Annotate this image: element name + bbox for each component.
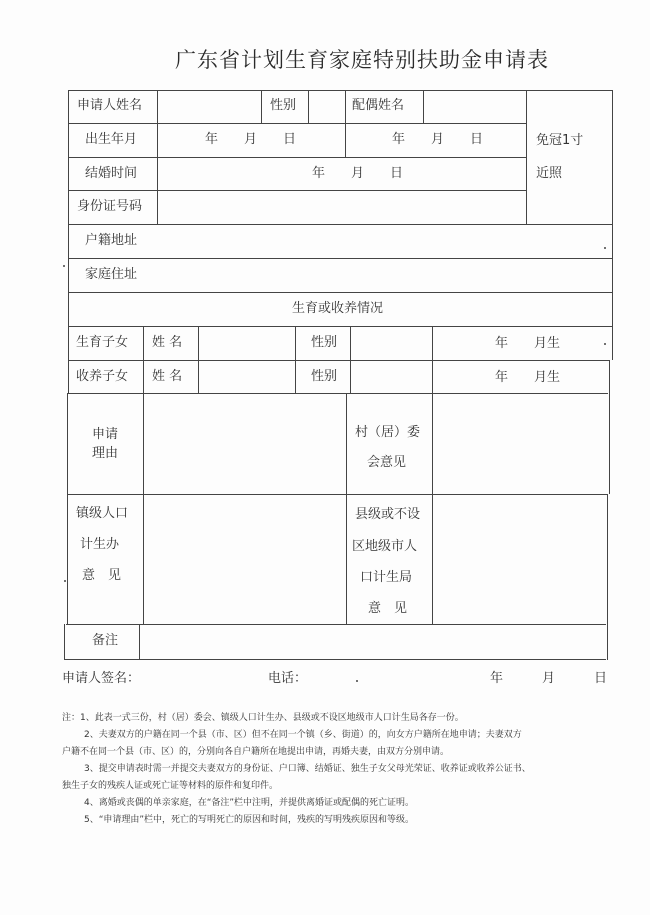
town-opinion-field[interactable]	[144, 495, 345, 623]
adopt-child-gender-field[interactable]	[351, 361, 431, 392]
note-line: 独生子女的残疾人证或死亡证等材料的原件和复印件。	[62, 781, 279, 791]
notes-section	[62, 710, 622, 829]
household-address-field[interactable]	[158, 225, 611, 257]
scan-speck	[604, 247, 606, 249]
adopt-child-name-label: 姓 名	[152, 369, 183, 384]
table-line	[346, 393, 347, 625]
table-line	[68, 326, 612, 327]
village-opinion-field[interactable]	[433, 394, 608, 493]
village-opinion-label-line1: 村（居）委	[355, 425, 421, 440]
signature-field[interactable]	[150, 668, 260, 690]
phone-field[interactable]	[310, 668, 470, 690]
form-title: 广东省计划生育家庭特别扶助金申请表	[175, 48, 549, 72]
table-line	[609, 360, 610, 494]
phone-label: 电话：	[268, 671, 308, 686]
footer-date: 年 月 日	[490, 671, 608, 686]
household-address-label: 户籍地址	[85, 233, 138, 248]
scan-speck	[356, 680, 358, 682]
table-line	[64, 624, 65, 660]
gender-label: 性别	[270, 98, 297, 113]
birth-date-label: 出生年月	[85, 132, 138, 147]
adopt-child-label: 收养子女	[76, 369, 129, 384]
table-line	[68, 292, 612, 293]
table-line	[68, 90, 69, 394]
note-line: 3、提交申请表时需一并提交夫妻双方的身份证、户口簿、结婚证、独生子女父母光荣证、收养证或收养公证书、	[84, 764, 531, 774]
table-line	[68, 123, 526, 124]
scan-speck	[63, 265, 65, 267]
table-line	[68, 360, 610, 361]
reason-field[interactable]	[144, 394, 345, 493]
adopt-child-gender-label: 性别	[311, 369, 338, 384]
table-line	[612, 90, 613, 360]
town-opinion-label-line1: 镇级人口	[76, 506, 129, 521]
spouse-birth-date: 年 月 日	[392, 132, 484, 147]
adopt-child-name-field[interactable]	[199, 361, 294, 392]
table-line	[68, 157, 526, 158]
adopt-child-born-date: 年 月生	[495, 370, 561, 385]
note-line: 5、“申请理由”栏中，死亡的写明死亡的原因和时间，残疾的写明残疾原因和等级。	[84, 815, 415, 825]
table-line	[432, 326, 433, 394]
home-address-label: 家庭住址	[85, 267, 138, 282]
town-opinion-label-line3: 意 见	[82, 568, 122, 583]
reason-label-line2: 理由	[92, 446, 119, 461]
remarks-field[interactable]	[140, 625, 606, 658]
table-line	[64, 659, 606, 660]
remarks-label: 备注	[92, 633, 119, 648]
applicant-birth-date: 年 月 日	[205, 132, 297, 147]
note-line: 注：1、此表一式三份，村（居）委会、镇级人口计生办、县级或不设区地级市人口计生局各存一份。	[62, 713, 464, 723]
photo-label-line1: 免冠1寸	[536, 133, 584, 148]
birth-child-name-field[interactable]	[199, 327, 294, 359]
town-opinion-label-line2: 计生办	[80, 537, 120, 552]
spouse-name-label: 配偶姓名	[352, 98, 405, 113]
table-line	[295, 326, 296, 394]
note-line: 户籍不在同一个县（市、区）的，分别向各自户籍所在地提出申请，再婚夫妻，由双方分别申请。	[62, 747, 450, 757]
note-line: 4、离婚或丧偶的单亲家庭，在“备注”栏中注明，并提供离婚证或配偶的死亡证明。	[84, 798, 415, 808]
village-opinion-label-line2: 会意见	[367, 455, 407, 470]
scan-speck	[604, 343, 606, 345]
signature-label: 申请人签名：	[62, 671, 141, 686]
birth-child-gender-label: 性别	[311, 335, 338, 350]
section-children-heading: 生育或收养情况	[292, 301, 384, 316]
county-opinion-field[interactable]	[433, 495, 606, 623]
marriage-date: 年 月 日	[312, 166, 404, 181]
county-opinion-label-line1: 县级或不设	[355, 507, 421, 522]
id-number-field[interactable]	[158, 191, 525, 223]
birth-child-name-label: 姓 名	[152, 335, 183, 350]
spouse-name-field[interactable]	[424, 91, 525, 123]
table-line	[526, 90, 527, 225]
note-line: 2、夫妻双方的户籍在同一个县（市、区）但不在同一个镇（乡、街道）的，向女方户籍所在地申请；夫妻双方	[84, 730, 522, 740]
table-line	[345, 90, 346, 157]
home-address-field[interactable]	[158, 259, 611, 291]
marriage-time-label: 结婚时间	[85, 166, 138, 181]
birth-child-label: 生育子女	[76, 335, 129, 350]
applicant-name-label: 申请人姓名	[77, 98, 143, 113]
applicant-name-field[interactable]	[158, 91, 260, 123]
county-opinion-label-line4: 意 见	[368, 601, 408, 616]
table-line	[607, 494, 608, 660]
county-opinion-label-line2: 区地级市人	[352, 539, 418, 554]
birth-child-gender-field[interactable]	[351, 327, 431, 359]
photo-label-line2: 近照	[536, 166, 563, 181]
reason-label-line1: 申请	[92, 427, 119, 442]
birth-child-born-date: 年 月生	[495, 336, 561, 351]
applicant-gender-field[interactable]	[309, 91, 344, 123]
county-opinion-label-line3: 口计生局	[360, 570, 413, 585]
table-line	[143, 326, 144, 394]
scan-speck	[64, 580, 66, 582]
id-number-label: 身份证号码	[77, 199, 143, 214]
table-line	[261, 90, 262, 124]
table-line	[67, 393, 68, 625]
